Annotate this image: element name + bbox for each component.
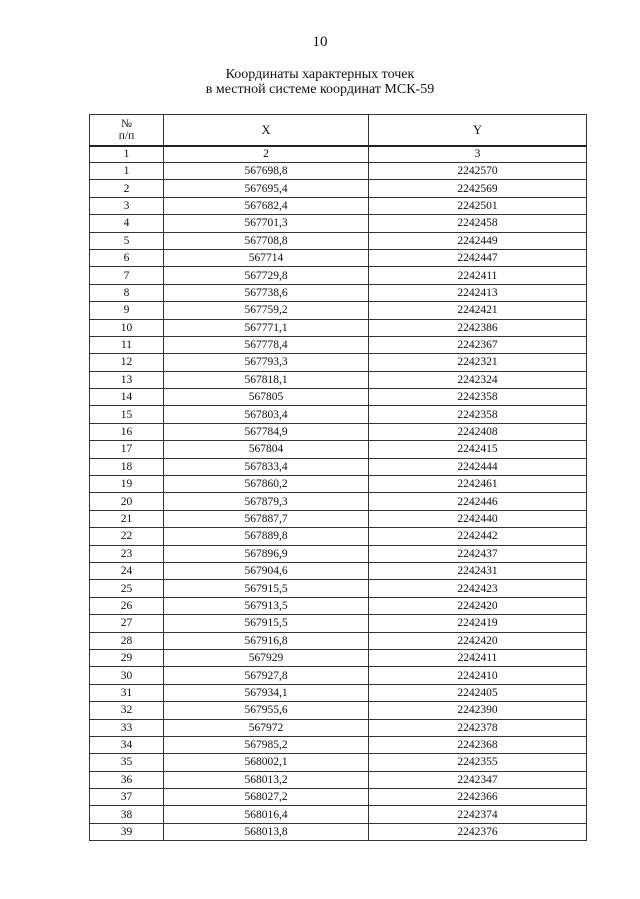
- point-number-cell: 34: [90, 736, 164, 753]
- y-coordinate-cell: 2242569: [369, 180, 587, 197]
- x-coordinate-cell: 567915,5: [164, 580, 369, 597]
- point-number-cell: 28: [90, 632, 164, 649]
- document-title: [0, 67, 640, 97]
- table-row: [90, 823, 587, 840]
- table-row: [90, 806, 587, 823]
- x-coordinate-cell: 567759,2: [164, 302, 369, 319]
- point-number-cell: 5: [90, 232, 164, 249]
- x-coordinate-cell: 567818,1: [164, 371, 369, 388]
- x-coordinate-cell: 567913,5: [164, 597, 369, 614]
- point-number-cell: 22: [90, 528, 164, 545]
- y-coordinate-cell: 2242386: [369, 319, 587, 336]
- y-coordinate-cell: 2242461: [369, 476, 587, 493]
- y-coordinate-cell: 2242413: [369, 284, 587, 301]
- x-coordinate-cell: 567793,3: [164, 354, 369, 371]
- x-coordinate-cell: 567833,4: [164, 458, 369, 475]
- table-row: [90, 545, 587, 562]
- table-row: [90, 336, 587, 353]
- table-row: [90, 302, 587, 319]
- point-number-cell: 19: [90, 476, 164, 493]
- point-number-cell: 16: [90, 423, 164, 440]
- x-coordinate-cell: 567879,3: [164, 493, 369, 510]
- coordinates-table: [89, 114, 587, 841]
- x-coordinate-cell: 567896,9: [164, 545, 369, 562]
- x-coordinate-cell: 568013,2: [164, 771, 369, 788]
- table-row: [90, 284, 587, 301]
- point-number-cell: 8: [90, 284, 164, 301]
- y-coordinate-cell: 2242358: [369, 406, 587, 423]
- header-number-abbr: п/п: [118, 130, 135, 142]
- x-coordinate-cell: 567778,4: [164, 336, 369, 353]
- y-coordinate-cell: 2242376: [369, 823, 587, 840]
- x-coordinate-cell: 568027,2: [164, 789, 369, 806]
- point-number-cell: 4: [90, 215, 164, 232]
- point-number-cell: 24: [90, 562, 164, 579]
- table-row: [90, 702, 587, 719]
- y-coordinate-cell: 2242570: [369, 163, 587, 180]
- x-coordinate-cell: 567985,2: [164, 736, 369, 753]
- y-coordinate-cell: 2242442: [369, 528, 587, 545]
- y-coordinate-cell: 2242411: [369, 267, 587, 284]
- x-coordinate-cell: 567682,4: [164, 197, 369, 214]
- point-number-cell: 12: [90, 354, 164, 371]
- point-number-cell: 6: [90, 249, 164, 266]
- y-coordinate-cell: 2242408: [369, 423, 587, 440]
- x-coordinate-cell: 567805: [164, 389, 369, 406]
- point-number-cell: 17: [90, 441, 164, 458]
- x-coordinate-cell: 567916,8: [164, 632, 369, 649]
- y-coordinate-cell: 2242355: [369, 754, 587, 771]
- y-coordinate-cell: 2242444: [369, 458, 587, 475]
- x-coordinate-cell: 567929: [164, 649, 369, 666]
- x-coordinate-cell: 567695,4: [164, 180, 369, 197]
- column-index-row: [90, 146, 587, 163]
- y-coordinate-cell: 2242410: [369, 667, 587, 684]
- x-coordinate-cell: 567698,8: [164, 163, 369, 180]
- title-line-2: в местной системе координат МСК-59: [205, 82, 435, 97]
- point-number-cell: 11: [90, 336, 164, 353]
- x-coordinate-cell: 567972: [164, 719, 369, 736]
- x-coordinate-cell: 567860,2: [164, 476, 369, 493]
- table-row: [90, 562, 587, 579]
- point-number-cell: 39: [90, 823, 164, 840]
- y-coordinate-cell: 2242378: [369, 719, 587, 736]
- column-index-cell: 1: [90, 146, 164, 163]
- table-row: [90, 719, 587, 736]
- table-row: [90, 684, 587, 701]
- y-coordinate-cell: 2242405: [369, 684, 587, 701]
- point-number-cell: 25: [90, 580, 164, 597]
- header-number: [90, 115, 164, 147]
- point-number-cell: 30: [90, 667, 164, 684]
- table-row: [90, 232, 587, 249]
- y-coordinate-cell: 2242368: [369, 736, 587, 753]
- y-coordinate-cell: 2242390: [369, 702, 587, 719]
- y-coordinate-cell: 2242419: [369, 615, 587, 632]
- table-body: [90, 163, 587, 841]
- y-coordinate-cell: 2242321: [369, 354, 587, 371]
- x-coordinate-cell: 567738,6: [164, 284, 369, 301]
- table-row: [90, 510, 587, 527]
- point-number-cell: 13: [90, 371, 164, 388]
- table-row: [90, 267, 587, 284]
- y-coordinate-cell: 2242440: [369, 510, 587, 527]
- table-row: [90, 215, 587, 232]
- table-row: [90, 632, 587, 649]
- point-number-cell: 3: [90, 197, 164, 214]
- table-row: [90, 163, 587, 180]
- header-number-sign: №: [121, 118, 132, 130]
- table-row: [90, 319, 587, 336]
- table-row: [90, 476, 587, 493]
- table-row: [90, 406, 587, 423]
- point-number-cell: 29: [90, 649, 164, 666]
- y-coordinate-cell: 2242501: [369, 197, 587, 214]
- header-x: X: [164, 115, 369, 147]
- y-coordinate-cell: 2242421: [369, 302, 587, 319]
- y-coordinate-cell: 2242367: [369, 336, 587, 353]
- x-coordinate-cell: 567729,8: [164, 267, 369, 284]
- y-coordinate-cell: 2242431: [369, 562, 587, 579]
- table-row: [90, 615, 587, 632]
- x-coordinate-cell: 567934,1: [164, 684, 369, 701]
- y-coordinate-cell: 2242420: [369, 632, 587, 649]
- point-number-cell: 21: [90, 510, 164, 527]
- point-number-cell: 27: [90, 615, 164, 632]
- table-row: [90, 667, 587, 684]
- y-coordinate-cell: 2242374: [369, 806, 587, 823]
- table-row: [90, 389, 587, 406]
- table-row: [90, 197, 587, 214]
- table-row: [90, 597, 587, 614]
- point-number-cell: 14: [90, 389, 164, 406]
- y-coordinate-cell: 2242447: [369, 249, 587, 266]
- table-row: [90, 180, 587, 197]
- y-coordinate-cell: 2242411: [369, 649, 587, 666]
- y-coordinate-cell: 2242458: [369, 215, 587, 232]
- point-number-cell: 1: [90, 163, 164, 180]
- x-coordinate-cell: 567887,7: [164, 510, 369, 527]
- column-index-cell: 2: [164, 146, 369, 163]
- x-coordinate-cell: 567955,6: [164, 702, 369, 719]
- point-number-cell: 7: [90, 267, 164, 284]
- y-coordinate-cell: 2242366: [369, 789, 587, 806]
- table-row: [90, 249, 587, 266]
- x-coordinate-cell: 568016,4: [164, 806, 369, 823]
- point-number-cell: 38: [90, 806, 164, 823]
- x-coordinate-cell: 567784,9: [164, 423, 369, 440]
- point-number-cell: 26: [90, 597, 164, 614]
- point-number-cell: 32: [90, 702, 164, 719]
- x-coordinate-cell: 567915,5: [164, 615, 369, 632]
- table-row: [90, 354, 587, 371]
- y-coordinate-cell: 2242358: [369, 389, 587, 406]
- table-row: [90, 493, 587, 510]
- table-row: [90, 371, 587, 388]
- table-row: [90, 754, 587, 771]
- x-coordinate-cell: 567927,8: [164, 667, 369, 684]
- y-coordinate-cell: 2242437: [369, 545, 587, 562]
- table-row: [90, 441, 587, 458]
- x-coordinate-cell: 567804: [164, 441, 369, 458]
- x-coordinate-cell: 567803,4: [164, 406, 369, 423]
- x-coordinate-cell: 567889,8: [164, 528, 369, 545]
- y-coordinate-cell: 2242347: [369, 771, 587, 788]
- table-row: [90, 458, 587, 475]
- point-number-cell: 23: [90, 545, 164, 562]
- x-coordinate-cell: 567714: [164, 249, 369, 266]
- y-coordinate-cell: 2242415: [369, 441, 587, 458]
- table-row: [90, 789, 587, 806]
- x-coordinate-cell: 568002,1: [164, 754, 369, 771]
- x-coordinate-cell: 567904,6: [164, 562, 369, 579]
- point-number-cell: 35: [90, 754, 164, 771]
- point-number-cell: 33: [90, 719, 164, 736]
- y-coordinate-cell: 2242420: [369, 597, 587, 614]
- table-row: [90, 580, 587, 597]
- point-number-cell: 18: [90, 458, 164, 475]
- x-coordinate-cell: 567708,8: [164, 232, 369, 249]
- y-coordinate-cell: 2242449: [369, 232, 587, 249]
- y-coordinate-cell: 2242446: [369, 493, 587, 510]
- table-row: [90, 649, 587, 666]
- table-header-row: [90, 115, 587, 147]
- point-number-cell: 20: [90, 493, 164, 510]
- point-number-cell: 31: [90, 684, 164, 701]
- header-y: Y: [369, 115, 587, 147]
- point-number-cell: 2: [90, 180, 164, 197]
- x-coordinate-cell: 567771,1: [164, 319, 369, 336]
- column-index-cell: 3: [369, 146, 587, 163]
- point-number-cell: 15: [90, 406, 164, 423]
- y-coordinate-cell: 2242423: [369, 580, 587, 597]
- table-row: [90, 771, 587, 788]
- x-coordinate-cell: 567701,3: [164, 215, 369, 232]
- table-row: [90, 528, 587, 545]
- table-row: [90, 423, 587, 440]
- y-coordinate-cell: 2242324: [369, 371, 587, 388]
- table-row: [90, 736, 587, 753]
- title-line-1: Координаты характерных точек: [225, 67, 415, 82]
- point-number-cell: 36: [90, 771, 164, 788]
- x-coordinate-cell: 568013,8: [164, 823, 369, 840]
- point-number-cell: 9: [90, 302, 164, 319]
- point-number-cell: 10: [90, 319, 164, 336]
- page-number: 10: [312, 34, 328, 50]
- point-number-cell: 37: [90, 789, 164, 806]
